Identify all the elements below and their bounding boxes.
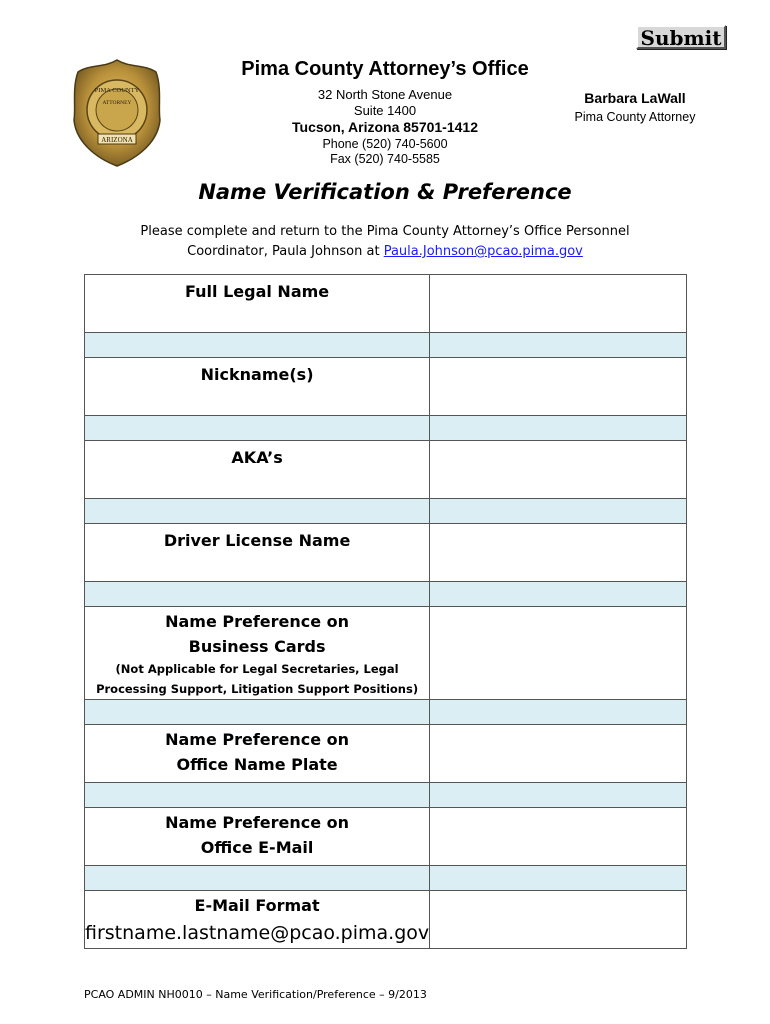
row-office-name-plate bbox=[85, 725, 687, 783]
row-email-format bbox=[85, 891, 687, 949]
business-cards-line-1: Name Preference on bbox=[165, 612, 350, 631]
name-plate-line-2: Office Name Plate bbox=[176, 755, 338, 774]
instructions-line-2 bbox=[120, 242, 650, 262]
akas-field[interactable] bbox=[430, 441, 687, 499]
badge-text-top: PIMA COUNTY bbox=[94, 87, 140, 94]
email-format-field[interactable] bbox=[430, 891, 687, 949]
office-title: Pima County Attorney’s Office bbox=[241, 58, 529, 80]
label-driver-license-name: Driver License Name bbox=[85, 524, 430, 582]
coordinator-email-link[interactable]: Paula.Johnson@pcao.pima.gov bbox=[383, 244, 583, 259]
label-office-name-plate bbox=[85, 725, 430, 783]
email-format-value: firstname.lastname@pcao.pima.gov bbox=[85, 922, 430, 944]
spacer-row bbox=[85, 582, 687, 607]
attorney-name: Barbara LaWall bbox=[584, 90, 686, 106]
office-email-line-1: Name Preference on bbox=[165, 813, 350, 832]
address-line-2: Suite 1400 bbox=[353, 103, 417, 118]
spacer-row bbox=[85, 866, 687, 891]
row-driver-license-name bbox=[85, 524, 687, 582]
row-akas bbox=[85, 441, 687, 499]
form-title: Name Verification & Preference bbox=[198, 180, 572, 204]
spacer-row bbox=[85, 333, 687, 358]
email-format-label: E-Mail Format bbox=[194, 896, 320, 915]
city-line: Tucson, Arizona 85701-1412 bbox=[292, 119, 478, 135]
label-akas: AKA’s bbox=[85, 441, 430, 499]
row-office-email bbox=[85, 808, 687, 866]
label-email-format bbox=[85, 891, 430, 949]
spacer-row bbox=[85, 700, 687, 725]
business-cards-line-2: Business Cards bbox=[188, 637, 326, 656]
badge-logo bbox=[72, 58, 162, 168]
business-cards-field[interactable] bbox=[430, 607, 687, 700]
nicknames-field[interactable] bbox=[430, 358, 687, 416]
label-business-cards bbox=[85, 607, 430, 700]
instructions-prefix: Coordinator, Paula Johnson at bbox=[187, 244, 384, 259]
phone-text: Phone (520) 740-5600 bbox=[322, 137, 448, 151]
label-full-legal-name: Full Legal Name bbox=[85, 275, 430, 333]
driver-license-name-field[interactable] bbox=[430, 524, 687, 582]
full-legal-name-field[interactable] bbox=[430, 275, 687, 333]
row-business-cards bbox=[85, 607, 687, 700]
address-line-1: 32 North Stone Avenue bbox=[317, 87, 453, 102]
badge-text-bottom: ARIZONA bbox=[101, 136, 133, 144]
office-email-field[interactable] bbox=[430, 808, 687, 866]
footer-text: PCAO ADMIN NH0010 – Name Verification/Preference – 9/2013 bbox=[84, 988, 427, 1001]
office-name-plate-field[interactable] bbox=[430, 725, 687, 783]
spacer-row bbox=[85, 783, 687, 808]
instructions bbox=[120, 222, 650, 262]
label-nicknames: Nickname(s) bbox=[85, 358, 430, 416]
submit-button[interactable]: Submit bbox=[636, 25, 726, 49]
business-cards-note-1: (Not Applicable for Legal Secretaries, Legal bbox=[115, 662, 399, 676]
row-full-legal-name bbox=[85, 275, 687, 333]
name-verification-table bbox=[84, 274, 687, 949]
name-plate-line-1: Name Preference on bbox=[165, 730, 350, 749]
fax-text: Fax (520) 740-5585 bbox=[330, 152, 440, 166]
row-nicknames bbox=[85, 358, 687, 416]
instructions-line-1: Please complete and return to the Pima County Attorney’s Office Personnel bbox=[140, 224, 630, 239]
attorney-title: Pima County Attorney bbox=[574, 110, 696, 124]
badge-text-mid: ATTORNEY bbox=[102, 100, 132, 106]
office-email-line-2: Office E-Mail bbox=[200, 838, 314, 857]
spacer-row bbox=[85, 416, 687, 441]
label-office-email bbox=[85, 808, 430, 866]
spacer-row bbox=[85, 499, 687, 524]
business-cards-note-2: Processing Support, Litigation Support Positions) bbox=[96, 682, 419, 696]
